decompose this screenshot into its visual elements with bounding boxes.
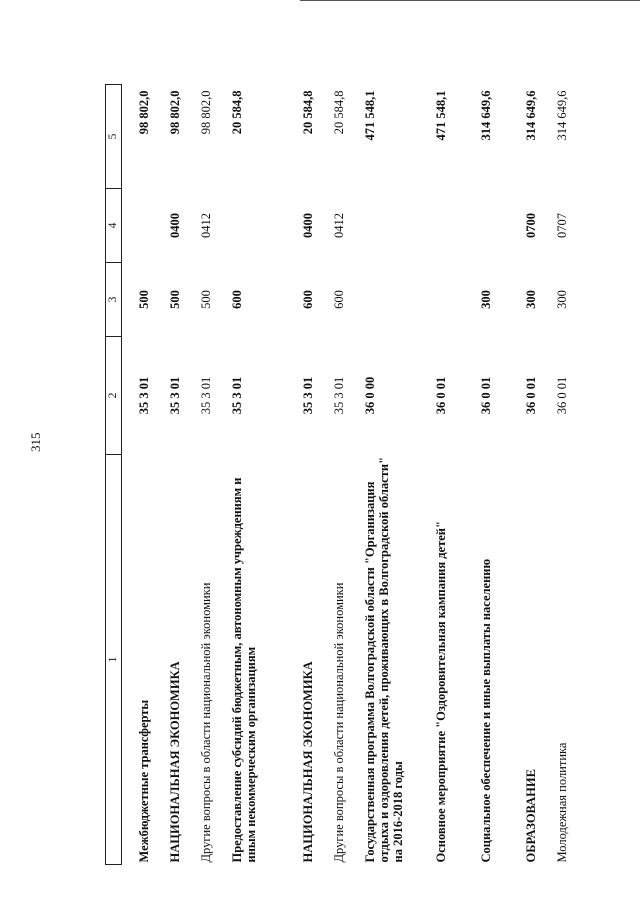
cell-target-code: 35 3 01 <box>199 376 213 415</box>
cell-name: Межбюджетные трансферты <box>137 699 151 863</box>
cell-expense-type: 300 <box>555 290 569 309</box>
cell-target-code: 35 3 01 <box>332 376 346 415</box>
cell-name: Другие вопросы в области национальной экономики <box>199 582 213 863</box>
cell-name: Другие вопросы в области национальной экономики <box>332 582 346 863</box>
cell-expense-type: 600 <box>301 290 315 309</box>
cell-target-code: 36 0 01 <box>524 376 538 415</box>
cell-target-code: 35 3 01 <box>137 376 151 415</box>
cell-section-code: 0412 <box>332 213 346 238</box>
cell-amount: 20 584,8 <box>301 90 315 135</box>
cell-amount: 471 548,1 <box>363 90 377 141</box>
page-number: 315 <box>28 432 43 452</box>
cell-name: НАЦИОНАЛЬНАЯ ЭКОНОМИКА <box>301 661 315 863</box>
cell-amount: 98 802,0 <box>199 90 213 135</box>
cell-amount: 471 548,1 <box>434 90 448 141</box>
table-row <box>198 85 229 865</box>
table-body <box>122 85 586 865</box>
cell-section-code <box>478 189 523 263</box>
cell-target-code: 35 3 01 <box>301 376 315 415</box>
table-row <box>478 85 523 865</box>
cell-section-code: 0700 <box>524 213 538 238</box>
cell-amount: 98 802,0 <box>168 90 182 135</box>
cell-expense-type: 500 <box>137 290 151 309</box>
cell-expense-type: 600 <box>230 290 244 309</box>
cell-expense-type: 300 <box>524 290 538 309</box>
cell-expense-type: 300 <box>479 290 493 309</box>
cell-target-code: 36 0 01 <box>479 376 493 415</box>
cell-section-code <box>362 189 433 263</box>
cell-name: Государственная программа Волгоградской области "Организация отдыха и оздоровления детей, проживающих в Волгоградской области" на 2016-2018 годы <box>363 456 405 863</box>
top-edge-line <box>300 0 640 1</box>
cell-target-code: 36 0 01 <box>434 376 448 415</box>
header-col-5: 5 <box>106 85 122 189</box>
budget-table <box>105 84 585 865</box>
cell-section-code: 0400 <box>301 213 315 238</box>
cell-name: Основное мероприятие "Оздоровительная кампания детей" <box>434 521 448 863</box>
header-col-4: 4 <box>106 189 122 263</box>
cell-amount: 314 649,6 <box>524 90 538 141</box>
table-row <box>433 85 478 865</box>
cell-name: Молодежная политика <box>555 742 569 863</box>
table-row <box>523 85 554 865</box>
cell-section-code <box>136 189 167 263</box>
header-col-3: 3 <box>106 263 122 337</box>
table-row <box>554 85 585 865</box>
cell-amount: 314 649,6 <box>479 90 493 141</box>
cell-expense-type <box>362 263 433 337</box>
cell-expense-type: 500 <box>199 290 213 309</box>
rotated-table-container <box>105 85 569 865</box>
cell-target-code: 35 3 01 <box>230 376 244 415</box>
cell-expense-type: 500 <box>168 290 182 309</box>
table-row <box>167 85 198 865</box>
cell-name: НАЦИОНАЛЬНАЯ ЭКОНОМИКА <box>168 661 182 863</box>
table-row <box>362 85 433 865</box>
cell-target-code: 36 0 01 <box>555 376 569 415</box>
table-row <box>331 85 362 865</box>
header-col-1: 1 <box>106 455 122 865</box>
cell-section-code <box>433 189 478 263</box>
cell-target-code: 35 3 01 <box>168 376 182 415</box>
cell-section-code <box>229 189 300 263</box>
cell-amount: 98 802,0 <box>137 90 151 135</box>
table-row <box>300 85 331 865</box>
table-row <box>229 85 300 865</box>
cell-expense-type <box>433 263 478 337</box>
cell-amount: 20 584,8 <box>230 90 244 135</box>
cell-target-code: 36 0 00 <box>363 376 377 415</box>
cell-section-code: 0412 <box>199 213 213 238</box>
cell-name: ОБРАЗОВАНИЕ <box>524 769 538 863</box>
table-row <box>136 85 167 865</box>
cell-amount: 314 649,6 <box>555 90 569 141</box>
cell-name: Социальное обеспечение и иные выплаты населению <box>479 558 493 863</box>
cell-expense-type: 600 <box>332 290 346 309</box>
table-header-row <box>106 85 122 865</box>
cell-section-code: 0400 <box>168 213 182 238</box>
spacer-row <box>122 85 137 865</box>
header-col-2: 2 <box>106 337 122 455</box>
cell-amount: 20 584,8 <box>332 90 346 135</box>
cell-name: Предоставление субсидий бюджетным, автономным учреждениям и иным некоммерческим организациям <box>230 477 258 863</box>
cell-section-code: 0707 <box>555 213 569 238</box>
